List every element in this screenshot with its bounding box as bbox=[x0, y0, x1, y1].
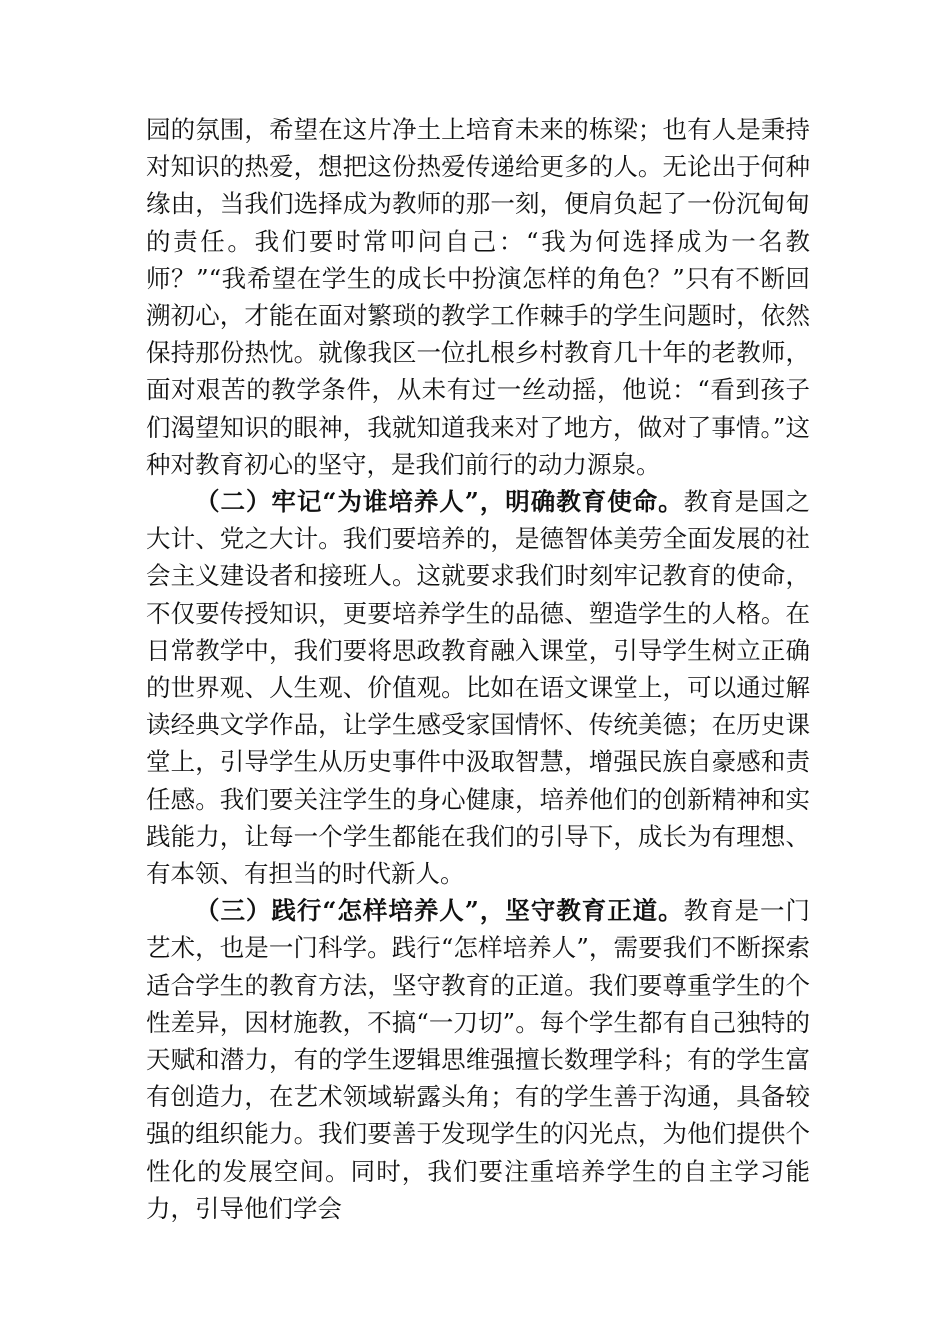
document-body bbox=[146, 111, 810, 1227]
paragraph-section-2 bbox=[146, 483, 810, 892]
section-heading-2: （二）牢记“为谁培养人”，明确教育使命。 bbox=[195, 487, 684, 517]
section-heading-3: （三）践行“怎样培养人”，坚守教育正道。 bbox=[195, 896, 684, 926]
paragraph-body: 教育是一门艺术，也是一门科学。践行“怎样培养人”，需要我们不断探索适合学生的教育方法，坚守教育的正道。我们要尊重学生的个性差异，因材施教，不搞“一刀切”。每个学生都有自己独特的天赋和潜力，有的学生逻辑思维强擅长数理学科；有的学生富有创造力，在艺术领域崭露头角；有的学生善于沟通，具备较强的组织能力。我们要善于发现学生的闪光点，为他们提供个性化的发展空间。同时，我们要注重培养学生的自主学习能力，引导他们学会 bbox=[146, 896, 811, 1223]
paragraph-section-3 bbox=[146, 892, 810, 1227]
paragraph-continued bbox=[146, 111, 810, 483]
paragraph-body: 教育是国之大计、党之大计。我们要培养的，是德智体美劳全面发展的社会主义建设者和接班人。这就要求我们时刻牢记教育的使命，不仅要传授知识，更要培养学生的品德、塑造学生的人格。在日常教学中，我们要将思政教育融入课堂，引导学生树立正确的世界观、人生观、价值观。比如在语文课堂上，可以通过解读经典文学作品，让学生感受家国情怀、传统美德；在历史课堂上，引导学生从历史事件中汲取智慧，增强民族自豪感和责任感。我们要关注学生的身心健康，培养他们的创新精神和实践能力，让每一个学生都能在我们的引导下，成长为有理想、有本领、有担当的时代新人。 bbox=[146, 487, 811, 889]
paragraph-body: 园的氛围，希望在这片净土上培育未来的栋梁；也有人是秉持对知识的热爱，想把这份热爱传递给更多的人。无论出于何种缘由，当我们选择成为教师的那一刻，便肩负起了一份沉甸甸的责任。我们要时常叩问自己：“我为何选择成为一名教师？”“我希望在学生的成长中扮演怎样的角色？”只有不断回溯初心，才能在面对繁琐的教学工作棘手的学生问题时，依然保持那份热忱。就像我区一位扎根乡村教育几十年的老教师，面对艰苦的教学条件，从未有过一丝动摇，他说：“看到孩子们渴望知识的眼神，我就知道我来对了地方，做对了事情。”这种对教育初心的坚守，是我们前行的动力源泉。 bbox=[146, 115, 810, 479]
